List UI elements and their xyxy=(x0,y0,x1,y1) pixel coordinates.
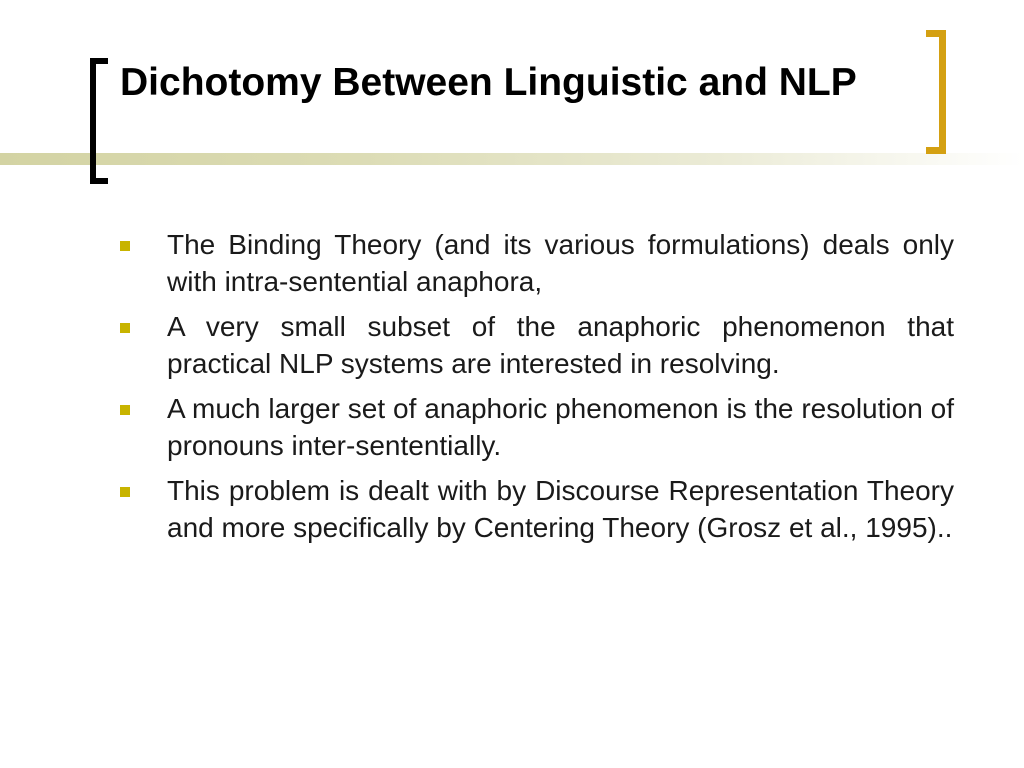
bullet-item xyxy=(118,308,954,382)
title-band xyxy=(0,153,1024,165)
square-bullet-icon xyxy=(120,241,130,251)
bullet-text: The Binding Theory (and its various formulations) deals only with intra-sentential anaphora, xyxy=(167,229,954,297)
slide-title: Dichotomy Between Linguistic and NLP xyxy=(120,61,857,104)
right-bracket-decoration xyxy=(926,30,946,154)
bullet-item xyxy=(118,390,954,464)
square-bullet-icon xyxy=(120,405,130,415)
square-bullet-icon xyxy=(120,487,130,497)
bullet-item xyxy=(118,226,954,300)
bullet-list xyxy=(118,226,954,554)
bullet-text: This problem is dealt with by Discourse Representation Theory and more specifically by Centering Theory (Grosz et al., 1995).. xyxy=(167,475,954,543)
square-bullet-icon xyxy=(120,323,130,333)
bullet-text: A very small subset of the anaphoric phenomenon that practical NLP systems are interested in resolving. xyxy=(167,311,954,379)
bullet-text: A much larger set of anaphoric phenomenon is the resolution of pronouns inter-sententially. xyxy=(167,393,954,461)
bullet-item xyxy=(118,472,954,546)
left-bracket-decoration xyxy=(90,58,108,184)
